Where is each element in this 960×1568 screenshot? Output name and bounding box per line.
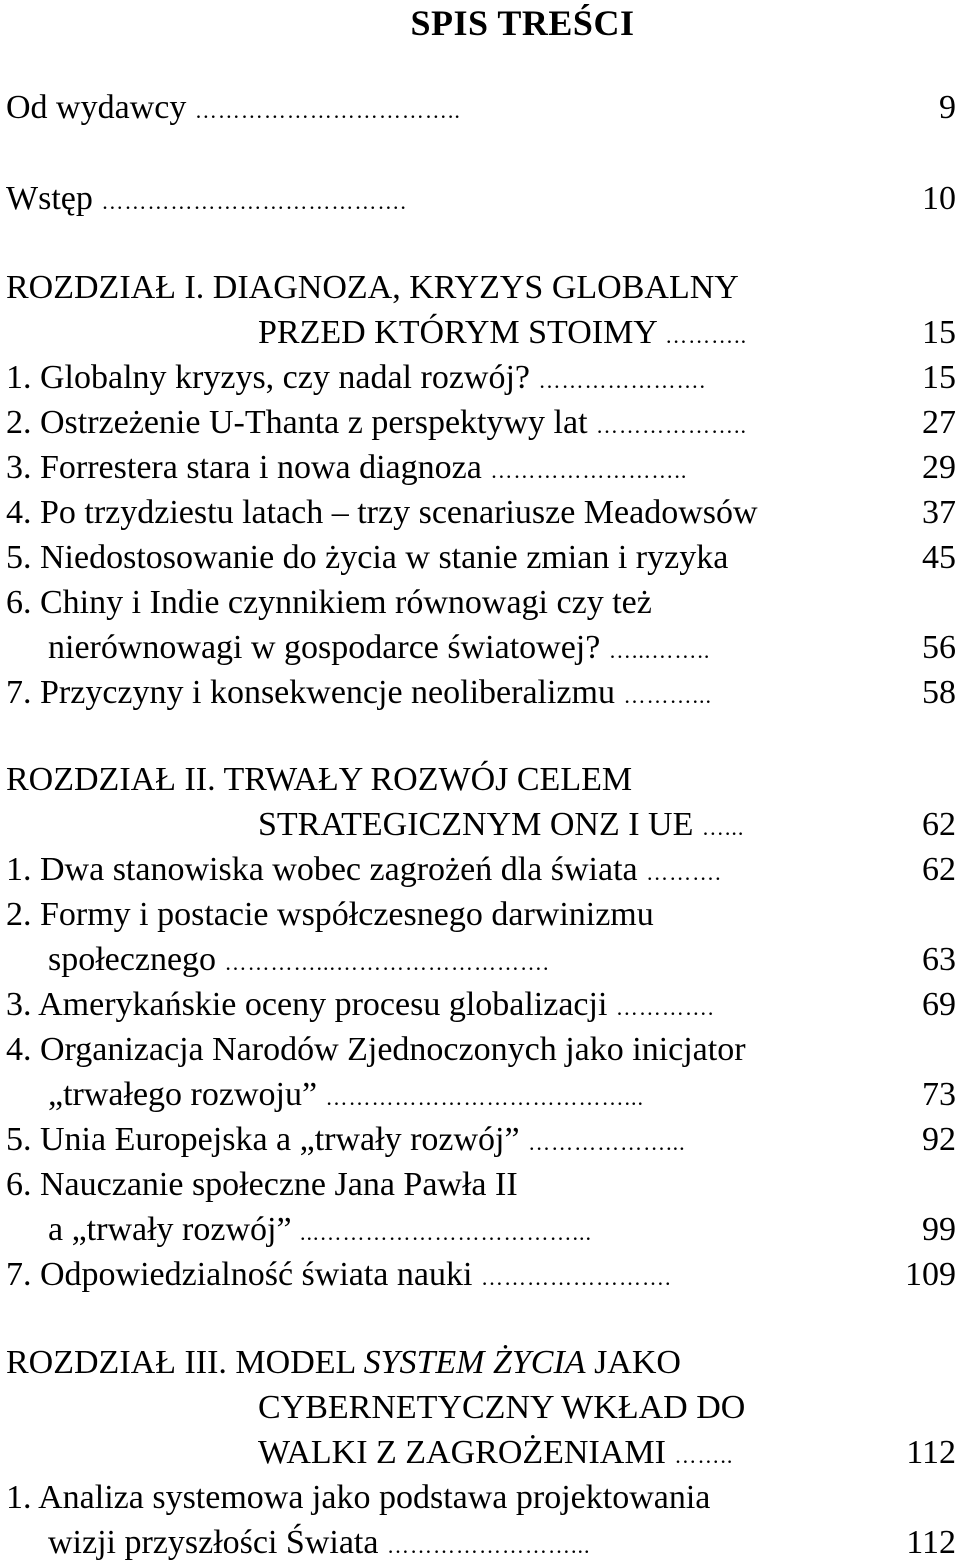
toc-entry-1-7[interactable] (6, 671, 712, 715)
toc-page-number: 58 (922, 674, 956, 711)
toc-entry-text: 3. Amerykańskie oceny procesu globalizacji (6, 986, 608, 1023)
toc-leader-dots: ……………………. (480, 1265, 672, 1290)
toc-entry-2-5[interactable] (6, 1118, 686, 1162)
chapter-heading-1-cont[interactable] (258, 311, 747, 355)
toc-page-number: 10 (922, 180, 956, 217)
toc-leader-dots: ……………….. (596, 413, 748, 438)
toc-entry-3-1-cont[interactable] (48, 1521, 590, 1565)
toc-entry-text: 5. Niedostosowanie do życia w stanie zmian i ryzyka (6, 539, 729, 576)
toc-leader-dots: …………………………………. (101, 189, 407, 214)
chapter-heading-2-cont[interactable] (258, 803, 744, 847)
toc-leader-dots: …………. (615, 995, 715, 1020)
toc-page-number: 62 (922, 806, 956, 843)
toc-entry-1-1[interactable] (6, 356, 706, 400)
chapter-heading-1[interactable] (6, 266, 739, 310)
toc-page-number: 29 (922, 449, 956, 486)
toc-entry-text: Od wydawcy (6, 89, 187, 126)
toc-entry-2-2-cont[interactable] (48, 938, 550, 982)
toc-entry-text: ROZDZIAŁ II. TRWAŁY ROZWÓJ CELEM (6, 761, 633, 798)
toc-entry-text: 1. Analiza systemowa jako podstawa projektowania (6, 1479, 711, 1516)
toc-entry-text: 3. Forrestera stara i nowa diagnoza (6, 449, 482, 486)
toc-page-number: 109 (905, 1256, 956, 1293)
toc-entry-wstep[interactable] (6, 177, 407, 221)
toc-page-number: 99 (922, 1211, 956, 1248)
toc-entry-text: 6. Chiny i Indie czynnikiem równowagi czy też (6, 584, 652, 621)
chapter-heading-3[interactable] (6, 1341, 681, 1385)
toc-entry-1-6-cont[interactable] (48, 626, 710, 670)
toc-page-number: 112 (906, 1524, 956, 1561)
toc-entry-text: 7. Odpowiedzialność świata nauki (6, 1256, 473, 1293)
toc-entry-text: ROZDZIAŁ I. DIAGNOZA, KRYZYS GLOBALNY (6, 269, 739, 306)
toc-entry-text: STRATEGICZNYM ONZ I UE (258, 806, 694, 843)
toc-entry-2-3[interactable] (6, 983, 714, 1027)
toc-entry-text: wizji przyszłości Świata (48, 1524, 379, 1561)
toc-leader-dots: …...…….. (608, 638, 711, 663)
toc-leader-dots: ………………... (528, 1130, 686, 1155)
toc-entry-2-7[interactable] (6, 1253, 671, 1297)
toc-entry-2-4-cont[interactable] (48, 1073, 644, 1117)
toc-entry-2-1[interactable] (6, 848, 722, 892)
toc-entry-text: 7. Przyczyny i konsekwencje neoliberalizmu (6, 674, 615, 711)
toc-entry-text: Wstęp (6, 180, 93, 217)
toc-leader-dots: ……………………... (386, 1533, 591, 1558)
toc-entry-text: 1. Dwa stanowiska wobec zagrożeń dla świata (6, 851, 638, 888)
toc-entry-od-wydawcy[interactable] (6, 86, 461, 130)
toc-entry-text: WALKI Z ZAGROŻENIAMI (258, 1434, 666, 1471)
toc-leader-dots: …………………….. (490, 458, 688, 483)
toc-entry-2-2[interactable] (6, 893, 654, 937)
toc-leader-dots: ………... (623, 683, 712, 708)
toc-leader-dots: …….. (674, 1443, 734, 1468)
chapter-heading-3-cont2[interactable] (258, 1431, 733, 1475)
toc-page-number: 45 (922, 539, 956, 576)
toc-entry-text: 6. Nauczanie społeczne Jana Pawła II (6, 1166, 518, 1203)
toc-entry-text: 4. Organizacja Narodów Zjednoczonych jako inicjator (6, 1031, 746, 1068)
toc-entry-text: społecznego (48, 941, 217, 978)
chapter-heading-3-cont[interactable] (258, 1386, 745, 1430)
toc-entry-2-6-cont[interactable] (48, 1208, 592, 1252)
toc-leader-dots: …... (701, 815, 745, 840)
chapter-heading-2[interactable] (6, 758, 632, 802)
page-title: SPIS TREŚCI (410, 3, 635, 43)
toc-page-number: 15 (922, 359, 956, 396)
toc-entry-text: PRZED KTÓRYM STOIMY (258, 314, 657, 351)
toc-entry-1-2[interactable] (6, 401, 747, 445)
toc-leader-dots: ………. (646, 860, 722, 885)
toc-entry-1-6[interactable] (6, 581, 652, 625)
toc-entry-text: 2. Ostrzeżenie U-Thanta z perspektywy lat (6, 404, 588, 441)
toc-page-number: 69 (922, 986, 956, 1023)
toc-page-number: 112 (906, 1434, 956, 1471)
toc-leader-dots: …………………………………... (325, 1085, 645, 1110)
toc-entry-text: „trwałego rozwoju” (48, 1076, 318, 1113)
toc-entry-2-6[interactable] (6, 1163, 518, 1207)
toc-page-number: 15 (922, 314, 956, 351)
toc-leader-dots: ...……………………………... (300, 1220, 593, 1245)
toc-page-number: 62 (922, 851, 956, 888)
toc-page-number: 73 (922, 1076, 956, 1113)
toc-entry-1-3[interactable] (6, 446, 687, 490)
toc-entry-text: CYBERNETYCZNY WKŁAD DO (258, 1389, 746, 1426)
toc-entry-text: 2. Formy i postacie współczesnego darwinizmu (6, 896, 654, 933)
toc-entry-text: ROZDZIAŁ III. MODEL (6, 1344, 364, 1381)
toc-entry-3-1[interactable] (6, 1476, 710, 1520)
toc-entry-text: 1. Globalny kryzys, czy nadal rozwój? (6, 359, 530, 396)
toc-entry-text: JAKO (585, 1344, 681, 1381)
toc-page-number: 92 (922, 1121, 956, 1158)
toc-entry-1-5[interactable] (6, 536, 728, 580)
toc-leader-dots: …………...………………………. (224, 950, 550, 975)
toc-entry-text: a „trwały rozwój” (48, 1211, 292, 1248)
toc-entry-1-4[interactable] (6, 491, 758, 535)
toc-entry-text-italic: SYSTEM ŻYCIA (363, 1344, 586, 1381)
toc-leader-dots: …………………………….. (194, 98, 461, 123)
toc-page-number: 63 (922, 941, 956, 978)
toc-leader-dots: …………………. (538, 368, 706, 393)
toc-entry-2-4[interactable] (6, 1028, 746, 1072)
toc-leader-dots: ……….. (665, 323, 748, 348)
toc-entry-text: 4. Po trzydziestu latach – trzy scenariusze Meadowsów (6, 494, 758, 531)
toc-entry-text: 5. Unia Europejska a „trwały rozwój” (6, 1121, 520, 1158)
toc-entry-text: nierównowagi w gospodarce światowej? (48, 629, 601, 666)
toc-page-number: 37 (922, 494, 956, 531)
toc-page-number: 9 (939, 89, 956, 126)
toc-page-number: 27 (922, 404, 956, 441)
toc-page-number: 56 (922, 629, 956, 666)
